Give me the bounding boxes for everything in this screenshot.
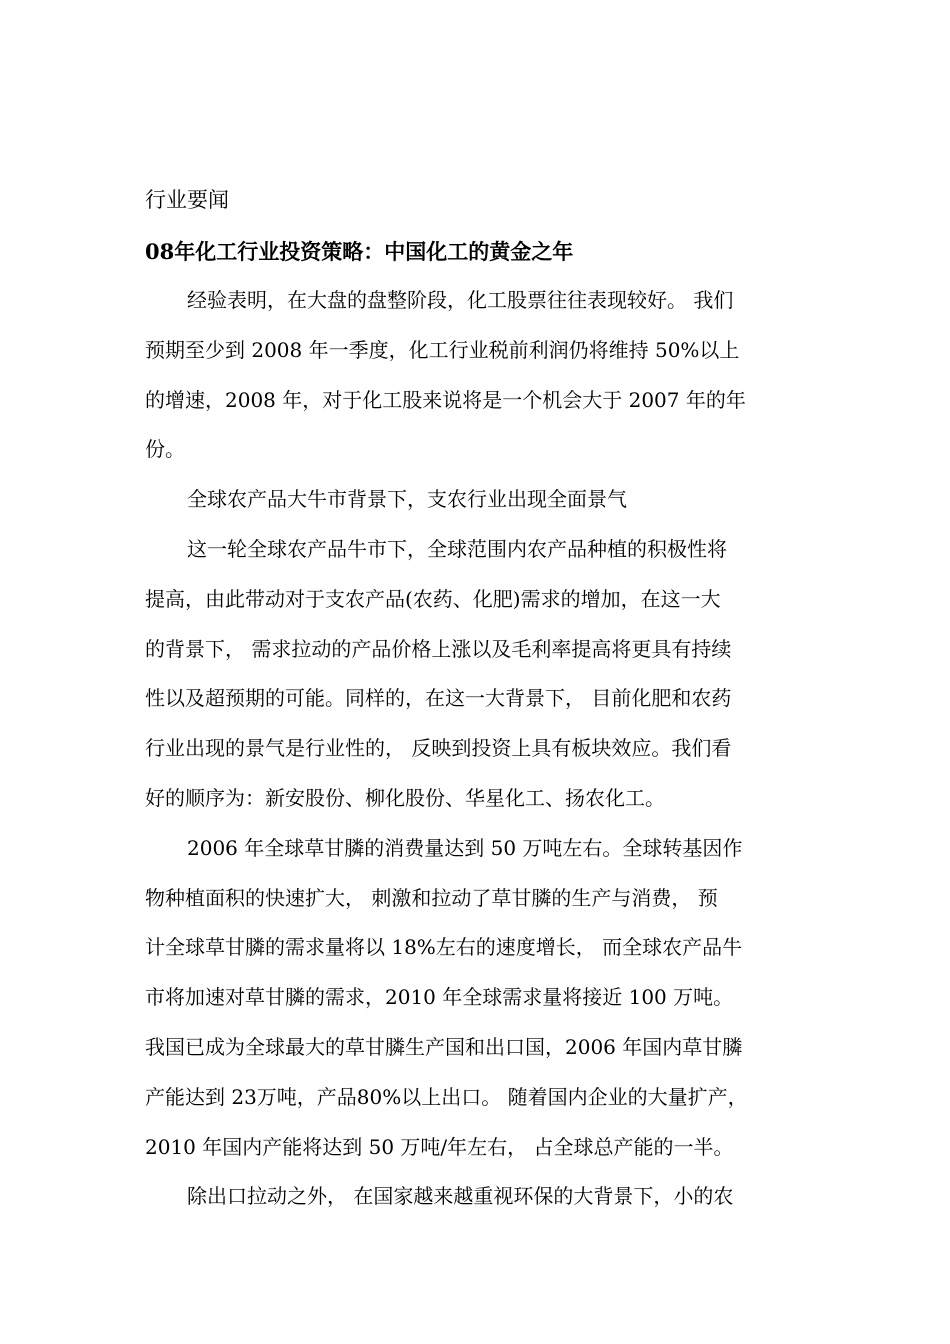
text-line: 的背景下， 需求拉动的产品价格上涨以及毛利率提高将更具有持续 [145,636,732,661]
text-line: 预期至少到 2008 年一季度，化工行业税前利润仍将维持 50%以上 [145,337,740,362]
text-line: 行业出现的景气是行业性的， 反映到投资上具有板块效应。我们看 [145,736,732,761]
text-line: 经验表明，在大盘的盘整阶段，化工股票往往表现较好。 我们 [187,288,734,312]
text-line: 提高，由此带动对于支农产品(农药、化肥)需求的增加，在这一大 [145,586,721,611]
paragraph-2 [145,482,825,532]
paragraph-5 [145,1179,825,1229]
article-title: 08年化工行业投资策略：中国化工的黄金之年 [145,239,574,264]
text-line: 的增速，2008 年，对于化工股来说将是一个机会大于 2007 年的年 [145,387,746,412]
text-line: 2010 年国内产能将达到 50 万吨/年左右， 占全球总产能的一半。 [145,1134,734,1159]
paragraph-3 [145,532,825,831]
text-line: 我国已成为全球最大的草甘膦生产国和出口国，2006 年国内草甘膦 [145,1034,743,1059]
paragraph-4 [145,831,825,1180]
text-line: 份。 [145,437,185,462]
text-line: 好的顺序为：新安股份、柳化股份、华星化工、扬农化工。 [145,785,665,810]
text-line: 这一轮全球农产品牛市下，全球范围内农产品种植的积极性将 [187,536,727,561]
text-line: 物种植面积的快速扩大， 刺激和拉动了草甘膦的生产与消费， 预 [145,885,718,910]
text-line: 2006 年全球草甘膦的消费量达到 50 万吨左右。全球转基因作 [187,835,743,860]
text-line: 除出口拉动之外， 在国家越来越重视环保的大背景下，小的农 [187,1184,734,1209]
text-line: 市将加速对草甘膦的需求，2010 年全球需求量将接近 100 万吨。 [145,985,734,1010]
article-body [145,283,825,1229]
text-line: 计全球草甘膦的需求量将以 18%左右的速度增长， 而全球农产品牛 [145,935,743,960]
text-line: 性以及超预期的可能。同样的，在这一大背景下， 目前化肥和农药 [145,686,732,711]
text-line: 产能达到 23万吨，产品80%以上出口。 随着国内企业的大量扩产， [145,1084,748,1109]
paragraph-1 [145,283,825,482]
text-line: 全球农产品大牛市背景下，支农行业出现全面景气 [187,487,627,512]
section-label: 行业要闻 [145,188,229,212]
